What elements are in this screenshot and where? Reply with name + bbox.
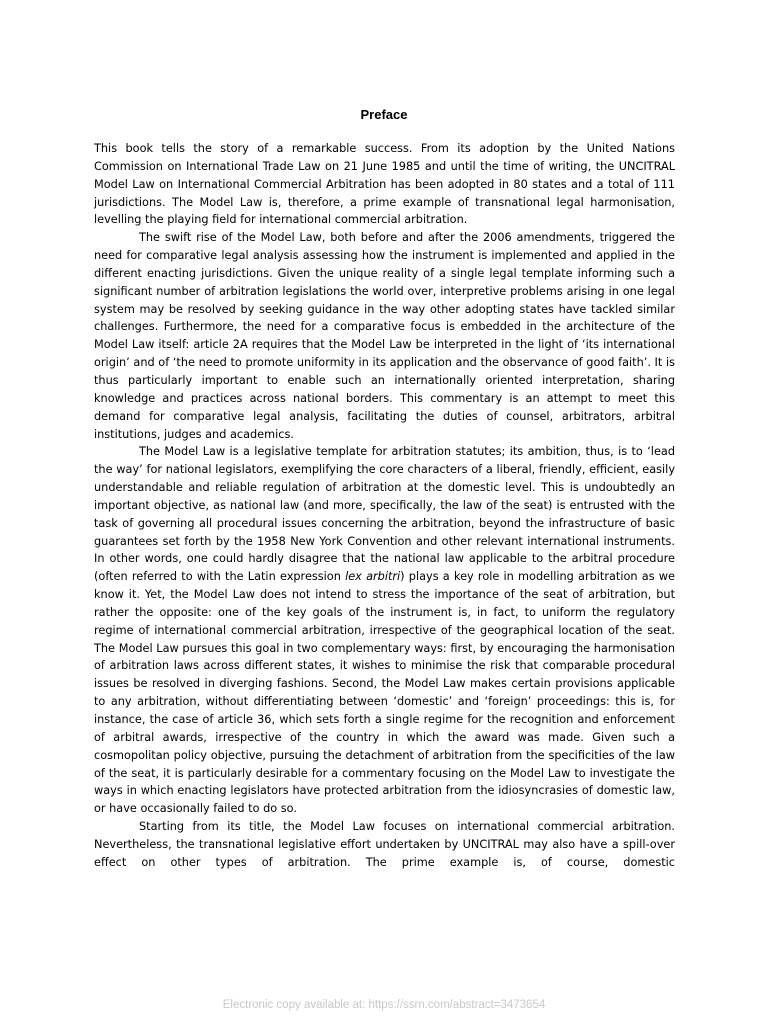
paragraph-1: This book tells the story of a remarkable success. From its adoption by the United Nations Commission on International Trade Law on 21 June 1985 and until the time of writing, the UNCITRAL Model Law on International Commercial Arbitration has been adopted in 80 states and a total of 111 jurisdictions. The Model Law is, therefore, a prime example of transnational legal harmonisation, levelling the playing field for international commercial arbitration.: [94, 142, 675, 227]
footer-ssrn-notice: Electronic copy available at: https://ssrn.com/abstract=3473654: [222, 999, 546, 1011]
paragraph-3-italic-term: lex arbitri: [345, 570, 401, 584]
paragraph-3-part-1: The Model Law is a legislative template for arbitration statutes; its ambition, thus, is to ‘lead the way’ for national legislators, exemplifying the core characters of a liberal, friendly, efficient, easily understandable and reliable regulation of arbitration at the domestic level. This is undoubtedly an important objective, as national law (and more, specifically, the law of the seat) is entrusted with the task of governing all procedural issues concerning the arbitration, beyond the infrastructure of basic guarantees set forth by the 1958 New York Convention and other relevant international instruments. In other words, one could hardly disagree that the national law applicable to the arbitral procedure (often referred to with the Latin expression: [94, 445, 675, 584]
paragraph-3-part-2: ) plays a key role in modelling arbitration as we know it. Yet, the Model Law does not intend to stress the importance of the seat of arbitration, but rather the opposite: one of the key goals of the instrument is, in fact, to uniform the regulatory regime of international commercial arbitration, irrespective of the geographical location of the seat. The Model Law pursues this goal in two complementary ways: first, by encouraging the harmonisation of arbitration laws across different states, it wishes to minimise the risk that comparable procedural issues be resolved in diverging fashions. Second, the Model Law makes certain provisions applicable to any arbitration, without differentiating between ‘domestic’ and ‘foreign’ proceedings: this is, for instance, the case of article 36, which sets forth a single regime for the recognition and enforcement of arbitral awards, irrespective of the country in which the award was made. Given such a cosmopolitan policy objective, pursuing the detachment of arbitration from the specificities of the law of the seat, it is particularly desirable for a commentary focusing on the Model Law to investigate the ways in which enacting legislators have protected arbitration from the idiosyncrasies of domestic law, or have occasionally failed to do so.: [94, 570, 675, 816]
paragraph-3: [94, 443, 675, 818]
paragraph-4: Starting from its title, the Model Law focuses on international commercial arbitration. Nevertheless, the transnational legislative effort undertaken by UNCITRAL may also have a spill-over effect on other types of arbitration. The prime example is, of course, domestic: [94, 820, 675, 869]
body-text: [94, 140, 675, 872]
page-title: Preface: [360, 107, 408, 122]
paragraph-2: The swift rise of the Model Law, both before and after the 2006 amendments, triggered the need for comparative legal analysis assessing how the instrument is implemented and applied in the different enacting jurisdictions. Given the unique reality of a single legal template informing such a significant number of arbitration legislations the world over, interpretive problems arising in one legal system may be resolved by seeking guidance in the way other adopting states have tackled similar challenges. Furthermore, the need for a comparative focus is embedded in the architecture of the Model Law itself: article 2A requires that the Model Law be interpreted in the light of ‘its international origin’ and of ‘the need to promote uniformity in its application and the observance of good faith’. It is thus particularly important to enable such an internationally oriented interpretation, sharing knowledge and practices across national borders. This commentary is an attempt to meet this demand for comparative legal analysis, facilitating the duties of counsel, arbitrators, arbitral institutions, judges and academics.: [94, 231, 675, 441]
